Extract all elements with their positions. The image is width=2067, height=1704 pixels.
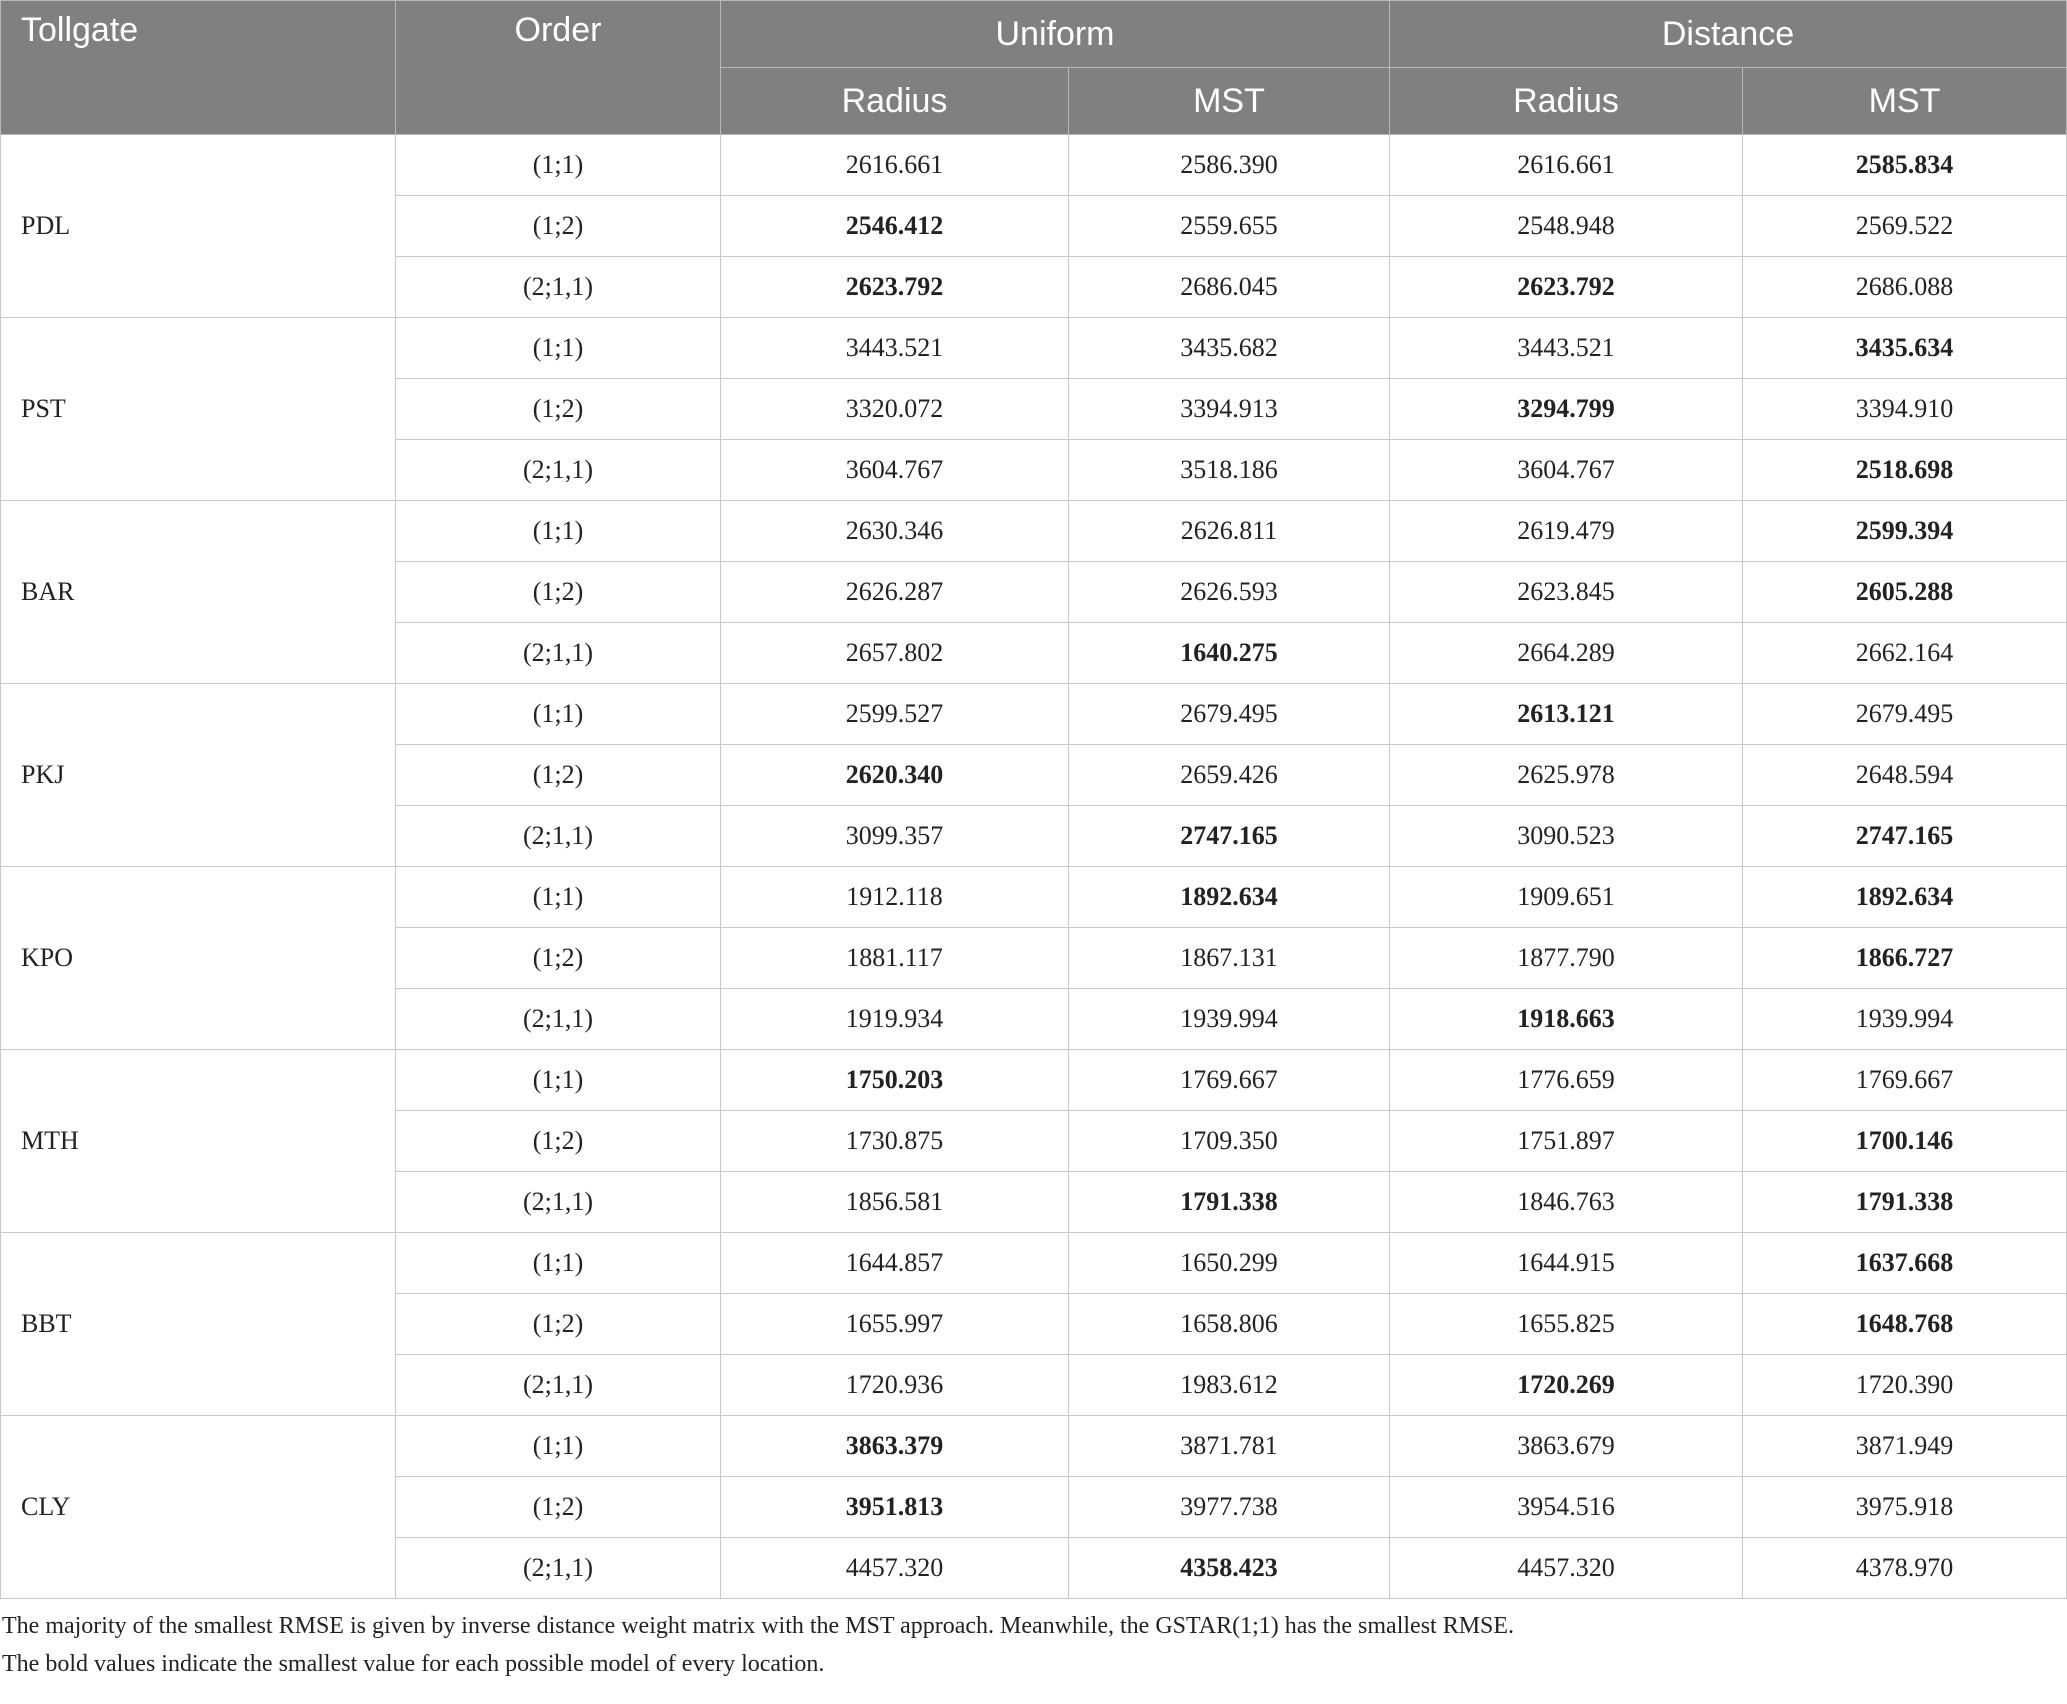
uniform-radius-cell: 3443.521	[721, 318, 1069, 379]
distance-radius-cell: 1909.651	[1390, 867, 1743, 928]
table-body	[1, 135, 2067, 1599]
distance-mst-cell: 2599.394	[1743, 501, 2067, 562]
uniform-radius-cell: 1730.875	[721, 1111, 1069, 1172]
distance-radius-cell: 1644.915	[1390, 1233, 1743, 1294]
header-distance-mst: MST	[1743, 68, 2067, 135]
uniform-mst-cell: 1658.806	[1069, 1294, 1390, 1355]
distance-mst-cell: 3871.949	[1743, 1416, 2067, 1477]
distance-mst-cell: 2585.834	[1743, 135, 2067, 196]
distance-radius-cell: 3443.521	[1390, 318, 1743, 379]
table-row	[1, 1416, 2067, 1477]
distance-mst-cell: 2518.698	[1743, 440, 2067, 501]
header-tollgate: Tollgate	[1, 1, 396, 135]
uniform-radius-cell: 1919.934	[721, 989, 1069, 1050]
uniform-mst-cell: 1650.299	[1069, 1233, 1390, 1294]
distance-radius-cell: 3954.516	[1390, 1477, 1743, 1538]
uniform-mst-cell: 1769.667	[1069, 1050, 1390, 1111]
order-cell: (1;2)	[396, 562, 721, 623]
distance-radius-cell: 2613.121	[1390, 684, 1743, 745]
uniform-radius-cell: 1655.997	[721, 1294, 1069, 1355]
order-cell: (2;1,1)	[396, 806, 721, 867]
table-row	[1, 684, 2067, 745]
uniform-radius-cell: 3951.813	[721, 1477, 1069, 1538]
order-cell: (1;1)	[396, 867, 721, 928]
uniform-radius-cell: 1912.118	[721, 867, 1069, 928]
uniform-radius-cell: 1881.117	[721, 928, 1069, 989]
order-cell: (2;1,1)	[396, 1538, 721, 1599]
header-uniform: Uniform	[721, 1, 1390, 68]
table-header	[1, 1, 2067, 135]
tollgate-cell: BBT	[1, 1233, 396, 1416]
distance-mst-cell: 3394.910	[1743, 379, 2067, 440]
distance-mst-cell: 1892.634	[1743, 867, 2067, 928]
distance-mst-cell: 1700.146	[1743, 1111, 2067, 1172]
tollgate-cell: PDL	[1, 135, 396, 318]
distance-mst-cell: 2679.495	[1743, 684, 2067, 745]
distance-mst-cell: 1791.338	[1743, 1172, 2067, 1233]
order-cell: (2;1,1)	[396, 1172, 721, 1233]
table-row	[1, 501, 2067, 562]
uniform-mst-cell: 2626.593	[1069, 562, 1390, 623]
tollgate-cell: PKJ	[1, 684, 396, 867]
order-cell: (1;1)	[396, 318, 721, 379]
table-row	[1, 135, 2067, 196]
header-uniform-radius: Radius	[721, 68, 1069, 135]
tollgate-cell: KPO	[1, 867, 396, 1050]
uniform-mst-cell: 2586.390	[1069, 135, 1390, 196]
distance-mst-cell: 2569.522	[1743, 196, 2067, 257]
order-cell: (2;1,1)	[396, 440, 721, 501]
order-cell: (1;1)	[396, 1233, 721, 1294]
distance-mst-cell: 1769.667	[1743, 1050, 2067, 1111]
distance-radius-cell: 4457.320	[1390, 1538, 1743, 1599]
distance-radius-cell: 2623.845	[1390, 562, 1743, 623]
uniform-radius-cell: 1750.203	[721, 1050, 1069, 1111]
footnote-2: The bold values indicate the smallest value for each possible model of every location.	[2, 1651, 825, 1677]
order-cell: (1;1)	[396, 501, 721, 562]
uniform-radius-cell: 1856.581	[721, 1172, 1069, 1233]
uniform-radius-cell: 3863.379	[721, 1416, 1069, 1477]
order-cell: (1;1)	[396, 135, 721, 196]
distance-radius-cell: 2616.661	[1390, 135, 1743, 196]
table-row	[1, 1233, 2067, 1294]
distance-mst-cell: 2648.594	[1743, 745, 2067, 806]
order-cell: (2;1,1)	[396, 989, 721, 1050]
uniform-mst-cell: 1640.275	[1069, 623, 1390, 684]
uniform-mst-cell: 3394.913	[1069, 379, 1390, 440]
uniform-mst-cell: 3518.186	[1069, 440, 1390, 501]
uniform-radius-cell: 2546.412	[721, 196, 1069, 257]
uniform-radius-cell: 3320.072	[721, 379, 1069, 440]
distance-mst-cell: 1720.390	[1743, 1355, 2067, 1416]
distance-radius-cell: 3863.679	[1390, 1416, 1743, 1477]
distance-mst-cell: 2686.088	[1743, 257, 2067, 318]
distance-radius-cell: 1877.790	[1390, 928, 1743, 989]
uniform-radius-cell: 4457.320	[721, 1538, 1069, 1599]
uniform-mst-cell: 2626.811	[1069, 501, 1390, 562]
distance-radius-cell: 2625.978	[1390, 745, 1743, 806]
uniform-mst-cell: 1867.131	[1069, 928, 1390, 989]
table-row	[1, 867, 2067, 928]
distance-radius-cell: 1776.659	[1390, 1050, 1743, 1111]
distance-mst-cell: 4378.970	[1743, 1538, 2067, 1599]
distance-mst-cell: 3975.918	[1743, 1477, 2067, 1538]
distance-mst-cell: 1866.727	[1743, 928, 2067, 989]
uniform-mst-cell: 1709.350	[1069, 1111, 1390, 1172]
uniform-mst-cell: 2679.495	[1069, 684, 1390, 745]
header-distance-radius: Radius	[1390, 68, 1743, 135]
distance-radius-cell: 3294.799	[1390, 379, 1743, 440]
uniform-radius-cell: 3099.357	[721, 806, 1069, 867]
uniform-radius-cell: 2620.340	[721, 745, 1069, 806]
tollgate-cell: MTH	[1, 1050, 396, 1233]
distance-radius-cell: 1751.897	[1390, 1111, 1743, 1172]
distance-radius-cell: 2619.479	[1390, 501, 1743, 562]
uniform-mst-cell: 3871.781	[1069, 1416, 1390, 1477]
order-cell: (1;1)	[396, 1050, 721, 1111]
uniform-mst-cell: 2659.426	[1069, 745, 1390, 806]
distance-radius-cell: 3090.523	[1390, 806, 1743, 867]
distance-radius-cell: 1655.825	[1390, 1294, 1743, 1355]
header-row-1	[1, 1, 2067, 68]
order-cell: (1;1)	[396, 1416, 721, 1477]
order-cell: (1;2)	[396, 196, 721, 257]
uniform-radius-cell: 3604.767	[721, 440, 1069, 501]
uniform-radius-cell: 2623.792	[721, 257, 1069, 318]
uniform-mst-cell: 3977.738	[1069, 1477, 1390, 1538]
uniform-mst-cell: 2747.165	[1069, 806, 1390, 867]
order-cell: (2;1,1)	[396, 257, 721, 318]
uniform-mst-cell: 1892.634	[1069, 867, 1390, 928]
distance-mst-cell: 1637.668	[1743, 1233, 2067, 1294]
tollgate-cell: CLY	[1, 1416, 396, 1599]
order-cell: (1;2)	[396, 1477, 721, 1538]
table-row	[1, 1050, 2067, 1111]
uniform-mst-cell: 4358.423	[1069, 1538, 1390, 1599]
distance-mst-cell: 2605.288	[1743, 562, 2067, 623]
header-order: Order	[396, 1, 721, 135]
uniform-mst-cell: 2559.655	[1069, 196, 1390, 257]
header-uniform-mst: MST	[1069, 68, 1390, 135]
distance-mst-cell: 1648.768	[1743, 1294, 2067, 1355]
distance-radius-cell: 1918.663	[1390, 989, 1743, 1050]
order-cell: (1;2)	[396, 379, 721, 440]
footnote-1: The majority of the smallest RMSE is given by inverse distance weight matrix with the MST approach. Meanwhile, the GSTAR(1;1) has the smallest RMSE.	[2, 1613, 1515, 1639]
uniform-radius-cell: 2630.346	[721, 501, 1069, 562]
distance-radius-cell: 1846.763	[1390, 1172, 1743, 1233]
distance-radius-cell: 2623.792	[1390, 257, 1743, 318]
uniform-mst-cell: 1939.994	[1069, 989, 1390, 1050]
uniform-radius-cell: 2616.661	[721, 135, 1069, 196]
distance-radius-cell: 3604.767	[1390, 440, 1743, 501]
order-cell: (1;1)	[396, 684, 721, 745]
uniform-mst-cell: 1983.612	[1069, 1355, 1390, 1416]
order-cell: (1;2)	[396, 1111, 721, 1172]
distance-radius-cell: 2548.948	[1390, 196, 1743, 257]
uniform-radius-cell: 1644.857	[721, 1233, 1069, 1294]
uniform-mst-cell: 1791.338	[1069, 1172, 1390, 1233]
distance-mst-cell: 2662.164	[1743, 623, 2067, 684]
order-cell: (2;1,1)	[396, 1355, 721, 1416]
order-cell: (1;2)	[396, 1294, 721, 1355]
uniform-radius-cell: 1720.936	[721, 1355, 1069, 1416]
header-distance: Distance	[1390, 1, 2067, 68]
order-cell: (1;2)	[396, 745, 721, 806]
uniform-radius-cell: 2599.527	[721, 684, 1069, 745]
table-footnotes	[0, 1607, 2067, 1683]
uniform-mst-cell: 2686.045	[1069, 257, 1390, 318]
distance-radius-cell: 1720.269	[1390, 1355, 1743, 1416]
tollgate-cell: PST	[1, 318, 396, 501]
uniform-radius-cell: 2626.287	[721, 562, 1069, 623]
uniform-radius-cell: 2657.802	[721, 623, 1069, 684]
distance-mst-cell: 1939.994	[1743, 989, 2067, 1050]
distance-radius-cell: 2664.289	[1390, 623, 1743, 684]
table-row	[1, 318, 2067, 379]
uniform-mst-cell: 3435.682	[1069, 318, 1390, 379]
distance-mst-cell: 2747.165	[1743, 806, 2067, 867]
distance-mst-cell: 3435.634	[1743, 318, 2067, 379]
tollgate-cell: BAR	[1, 501, 396, 684]
order-cell: (1;2)	[396, 928, 721, 989]
order-cell: (2;1,1)	[396, 623, 721, 684]
